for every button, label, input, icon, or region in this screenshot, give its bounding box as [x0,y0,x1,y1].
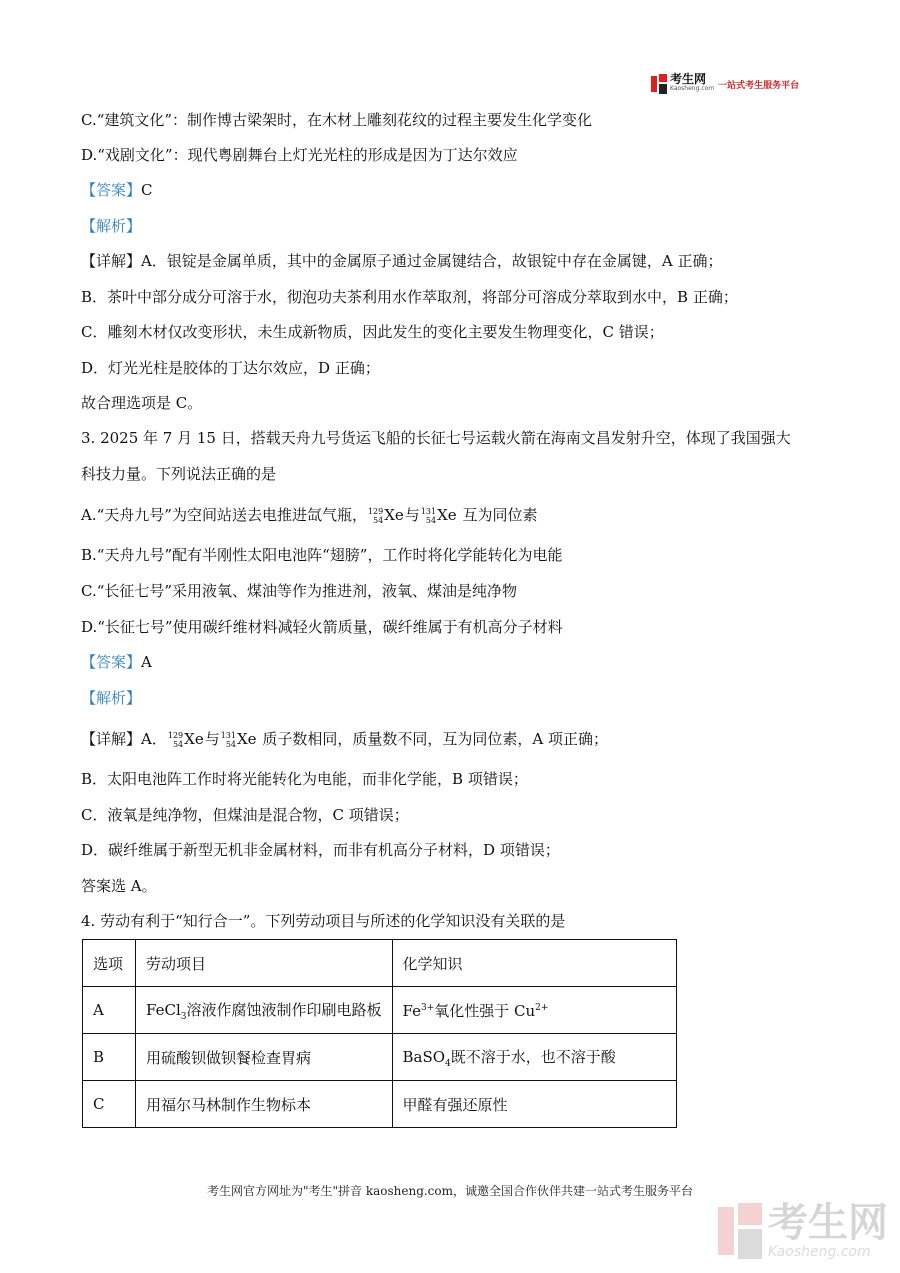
q3-option-b: B.“天舟九号”配有半刚性太阳电池阵“翅膀”，工作时将化学能转化为电能 [81,546,563,564]
logo-icon [651,74,667,94]
q3-detail-c: C．液氧是纯净物，但煤油是混合物，C 项错误； [81,806,409,824]
watermark-icon [718,1203,762,1259]
q3-detail-d: D．碳纤维属于新型无机非金属材料，而非有机高分子材料，D 项错误； [81,841,560,859]
q2-answer-value: C [141,181,153,199]
q2-option-c: C.“建筑文化”：制作博古梁架时，在木材上雕刻花纹的过程主要发生化学变化 [81,111,593,129]
xe129-mass: 129 [167,731,184,740]
q3-option-a-post: 互为同位素 [462,506,538,524]
q2-analysis-tag: 【解析】 [81,217,142,235]
q3-detail-b: B．太阳电池阵工作时将光能转化为电能，而非化学能，B 项错误； [81,770,528,788]
q4-stem: 4. 劳动有利于“知行合一”。下列劳动项目与所述的化学知识没有关联的是 [81,912,566,930]
table-header-option: 选项 [83,940,136,987]
logo-name [670,74,714,94]
table-row [83,987,677,1034]
detail-tag: 【详解】 [81,252,142,270]
xe131-nuclide [221,729,257,749]
q3-conclusion: 答案选 A。 [81,877,157,895]
q2-option-d: D.“戏剧文化”：现代粤剧舞台上灯光光柱的形成是因为丁达尔效应 [81,146,518,164]
row-a-project-pre: FeCl [146,1000,181,1019]
q3-detail-a [81,729,608,749]
row-b-option: B [83,1034,136,1081]
q2-detail-c: C．雕刻木材仅改变形状，未生成新物质，因此发生的变化主要发生物理变化，C 错误； [81,323,664,341]
row-c-project: 用福尔马林制作生物标本 [136,1081,393,1128]
q3-detail-a-pre: A． [141,730,167,748]
answer-tag: 【答案】 [81,653,142,671]
q3-analysis-tag: 【解析】 [81,689,142,707]
row-b-kb-post: 既不溶于水，也不溶于酸 [450,1047,616,1066]
and-word: 与 [404,506,420,524]
footer-text: 考生网官方网址为"考生"拼音 kaosheng.com，诚邀全国合作伙伴共建一站式考生服务平台 [206,1184,694,1198]
q2-detail-a [81,251,722,271]
table-row [83,1081,677,1128]
xe129-z: 54 [373,516,384,525]
q3-detail-a-post: 质子数相同，质量数不同，互为同位素，A 项正确； [262,730,608,748]
row-a-option: A [83,987,136,1034]
q3-answer [81,652,152,672]
row-b-kb-pre: BaSO [402,1047,446,1066]
and-word: 与 [204,730,220,748]
row-a-k1-sup: 3+ [420,1002,435,1013]
answer-tag: 【答案】 [81,181,142,199]
q3-option-a-pre: A.“天舟九号”为空间站送去电推进氙气瓶， [81,506,367,524]
xe131-mass: 131 [420,507,437,516]
xe131-z: 54 [225,740,236,749]
q3-stem-line1: 3. 2025 年 7 月 15 日，搭载天舟九号货运飞船的长征七号运载火箭在海南文昌发射升空，体现了我国强大 [81,429,791,447]
row-a-project-post: 溶液作腐蚀液制作印刷电路板 [186,1000,382,1019]
xe131-symbol: Xe [437,506,457,524]
xe131-mass: 131 [220,731,236,740]
xe129-nuclide [168,729,204,749]
xe129-z: 54 [172,740,184,749]
q3-option-c: C.“长征七号”采用液氧、煤油等作为推进剂，液氧、煤油是纯净物 [81,582,518,600]
detail-tag: 【详解】 [81,730,142,748]
row-b-kb-sub: 4 [445,1058,451,1069]
watermark-text [768,1200,888,1260]
row-a-knowledge [392,987,676,1034]
watermark-cn: 考生网 [768,1200,888,1246]
row-a-project-sub: 3 [180,1011,187,1022]
row-c-option: C [83,1081,136,1128]
q2-detail-d: D．灯光光柱是胶体的丁达尔效应，D 正确； [81,359,380,377]
row-a-project [136,987,393,1034]
q3-answer-value: A [141,653,152,671]
q2-detail-a-text: A．银锭是金属单质，其中的金属原子通过金属键结合，故银锭中存在金属键，A 正确； [141,252,723,270]
watermark-en: Kaosheng.com [768,1244,871,1260]
table-header-project: 劳动项目 [136,940,393,987]
q3-option-d: D.“长征七号”使用碳纤维材料减轻火箭质量，碳纤维属于有机高分子材料 [81,618,563,636]
header-logo [651,72,799,96]
q4-table [82,939,677,1128]
table-row [83,1034,677,1081]
q2-detail-b: B．茶叶中部分成分可溶于水，彻泡功夫茶利用水作萃取剂，将部分可溶成分萃取到水中，B 正确； [81,288,738,306]
row-a-k1: Fe [402,1001,421,1020]
row-c-knowledge: 甲醛有强还原性 [392,1081,676,1128]
q3-stem-line2: 科技力量。下列说法正确的是 [81,465,277,483]
row-a-k2-sup: 2+ [535,1002,549,1013]
xe129-nuclide [368,505,404,525]
row-b-project: 用硫酸钡做钡餐检查胃病 [136,1034,393,1081]
logo-slogan: 一站式考生服务平台 [718,80,800,91]
q2-answer [81,180,153,200]
watermark-logo [718,1200,888,1260]
xe129-symbol: Xe [384,506,404,524]
q2-conclusion: 故合理选项是 C。 [81,394,203,412]
xe131-nuclide [421,505,457,525]
xe129-mass: 129 [367,507,384,516]
xe131-z: 54 [425,516,437,525]
logo-cn: 考生网 [670,72,707,86]
table-header-row [83,940,677,987]
table-header-knowledge: 化学知识 [392,940,676,987]
row-a-k2: 氧化性强于 Cu [434,1001,536,1020]
xe129-symbol: Xe [184,730,204,748]
q3-option-a [81,505,537,525]
row-b-knowledge [392,1034,676,1081]
logo-en: Kaosheng.com [670,85,715,92]
xe131-symbol: Xe [237,730,257,748]
